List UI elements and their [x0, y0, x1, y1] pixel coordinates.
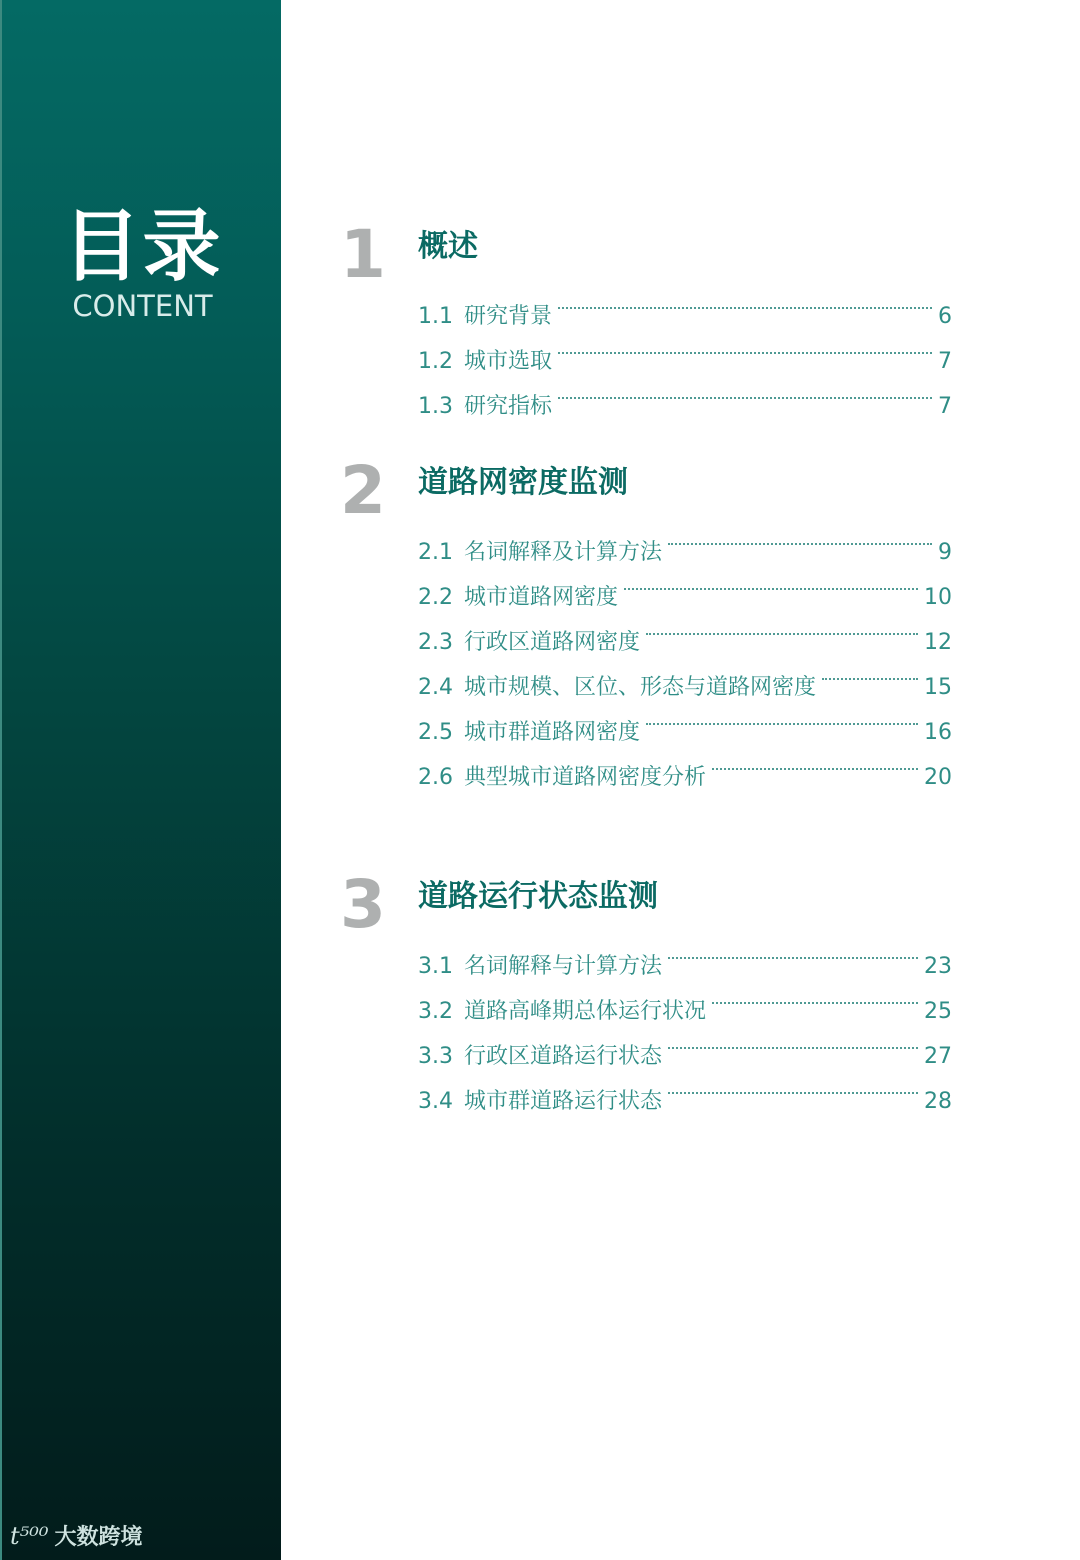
dot-leader	[624, 559, 918, 604]
entry-label: 城市规模、区位、形态与道路网密度	[464, 675, 817, 700]
entry-number: 3.1	[418, 954, 453, 979]
dot-leader	[712, 973, 918, 1018]
entry-page: 23	[924, 954, 952, 979]
entry-number: 3.3	[418, 1044, 453, 1069]
entry-label: 城市选取	[464, 349, 553, 374]
dot-leader	[668, 1018, 918, 1063]
entry-page: 16	[924, 720, 952, 745]
section-number: 1	[340, 216, 386, 293]
toc-entries	[418, 278, 952, 419]
entry-label: 城市群道路网密度	[464, 720, 641, 745]
toc-title: 目录	[62, 202, 223, 292]
section-title: 概述	[418, 229, 478, 264]
entry-number: 2.3	[418, 630, 453, 655]
toc-entry[interactable]	[418, 928, 952, 979]
entry-label: 城市群道路运行状态	[464, 1089, 663, 1114]
toc-entry[interactable]	[418, 278, 952, 329]
entry-number: 1.2	[418, 349, 453, 374]
dot-leader	[558, 278, 932, 323]
entry-label: 名词解释及计算方法	[464, 540, 663, 565]
dot-leader	[668, 514, 932, 559]
entry-label: 城市道路网密度	[464, 585, 619, 610]
dot-leader	[712, 739, 918, 784]
entry-number: 3.2	[418, 999, 453, 1024]
brand-logo	[10, 1520, 143, 1551]
entry-page: 28	[924, 1089, 952, 1114]
dot-leader	[822, 649, 918, 694]
entry-number: 2.5	[418, 720, 453, 745]
dot-leader	[668, 928, 918, 973]
dot-leader	[668, 1063, 918, 1108]
entry-number: 2.4	[418, 675, 453, 700]
entry-number: 1.1	[418, 304, 453, 329]
section-title: 道路运行状态监测	[418, 879, 658, 914]
entry-page: 6	[938, 304, 952, 329]
entry-page: 20	[924, 765, 952, 790]
toc-entries	[418, 928, 952, 1114]
entry-page: 25	[924, 999, 952, 1024]
entry-label: 行政区道路运行状态	[464, 1044, 663, 1069]
entry-label: 研究指标	[464, 394, 553, 419]
entry-label: 名词解释与计算方法	[464, 954, 663, 979]
toc-entries	[418, 514, 952, 790]
sidebar-panel	[0, 0, 281, 1560]
entry-page: 9	[938, 540, 952, 565]
entry-number: 1.3	[418, 394, 453, 419]
dot-leader	[558, 323, 932, 368]
section-title: 道路网密度监测	[418, 465, 628, 500]
entry-number: 3.4	[418, 1089, 453, 1114]
entry-label: 行政区道路网密度	[464, 630, 641, 655]
section-number: 2	[340, 452, 386, 529]
entry-number: 2.2	[418, 585, 453, 610]
entry-label: 道路高峰期总体运行状况	[464, 999, 707, 1024]
entry-page: 7	[938, 349, 952, 374]
entry-number: 2.6	[418, 765, 453, 790]
toc-entry[interactable]	[418, 514, 952, 565]
entry-number: 2.1	[418, 540, 453, 565]
entry-page: 15	[924, 675, 952, 700]
logo-icon: t⁵⁰⁰	[10, 1521, 49, 1550]
dot-leader	[558, 368, 932, 413]
dot-leader	[646, 694, 918, 739]
entry-page: 10	[924, 585, 952, 610]
entry-page: 12	[924, 630, 952, 655]
entry-page: 27	[924, 1044, 952, 1069]
toc-subtitle: CONTENT	[72, 289, 213, 323]
entry-page: 7	[938, 394, 952, 419]
entry-label: 典型城市道路网密度分析	[464, 765, 707, 790]
logo-text: 大数跨境	[54, 1525, 143, 1550]
entry-label: 研究背景	[464, 304, 553, 329]
dot-leader	[646, 604, 918, 649]
section-number: 3	[340, 866, 386, 943]
